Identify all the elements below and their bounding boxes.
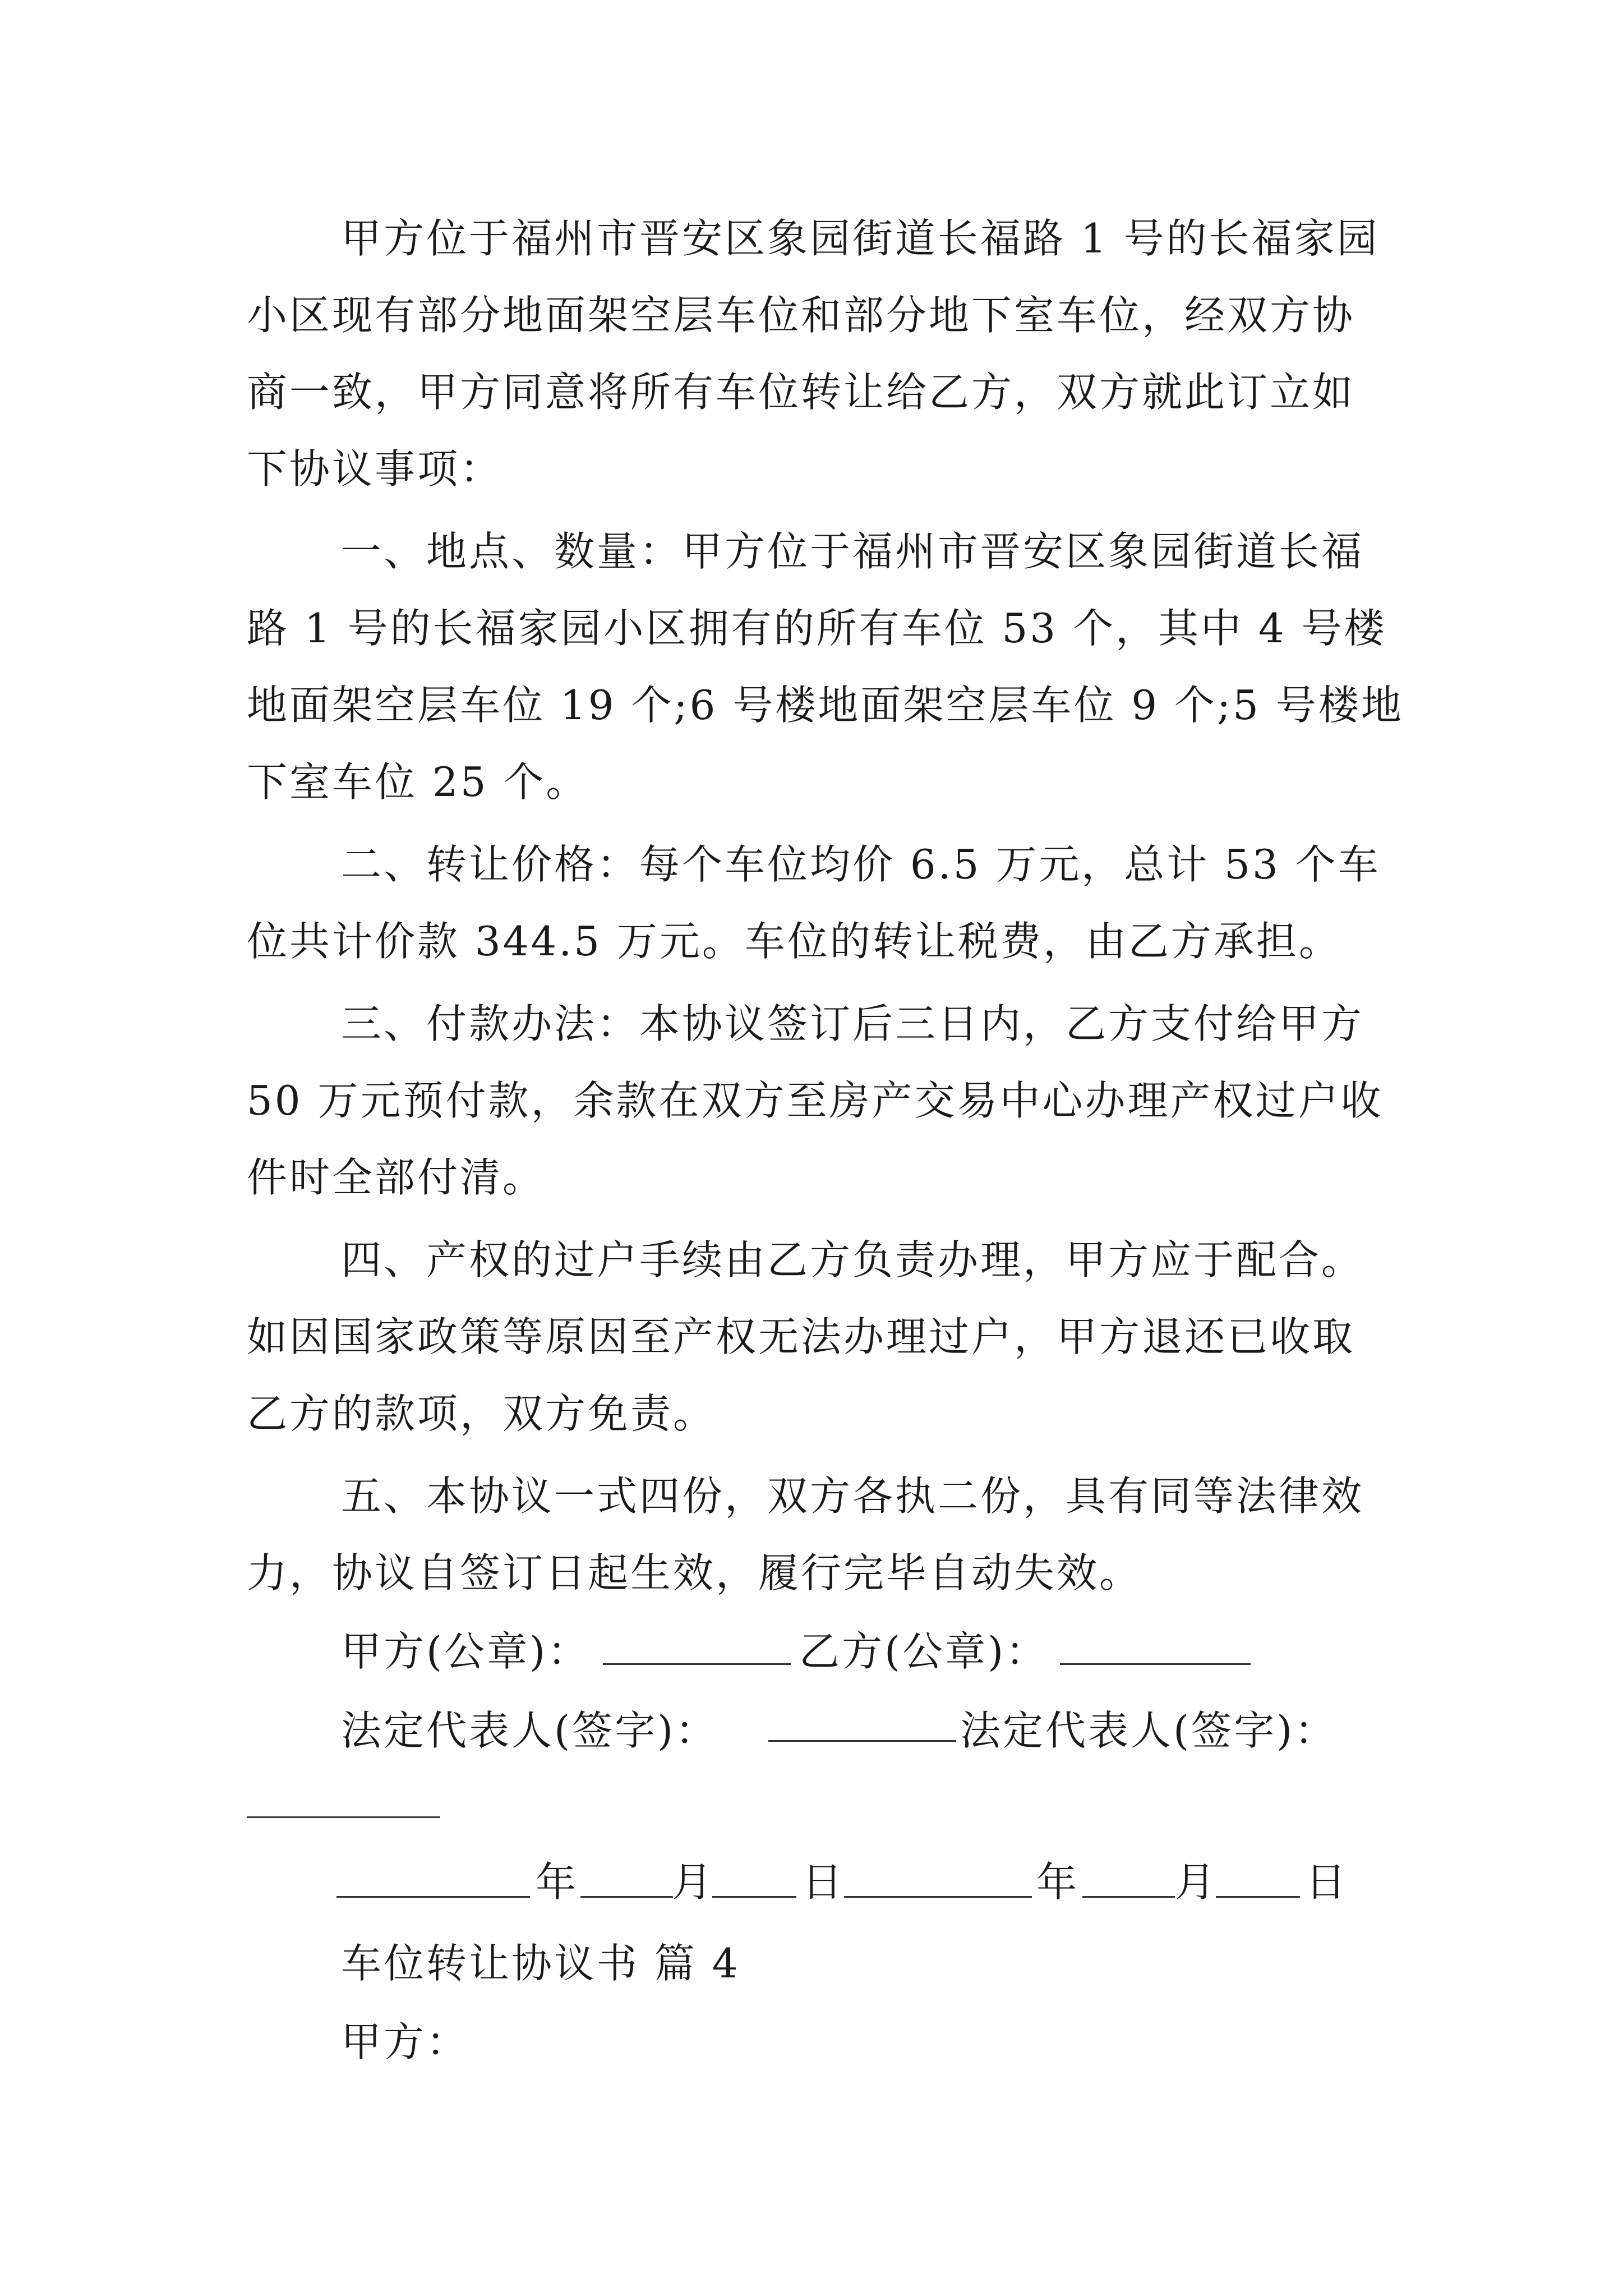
clause-2-line-2: 位共计价款 344.5 万元。车位的转让税费，由乙方承担。: [247, 918, 1341, 965]
clause-5-line-2: 力，协议自签订日起生效，履行完毕自动失效。: [247, 1549, 1142, 1596]
rep-b-blank: [247, 1816, 440, 1818]
next-section-title: 车位转让协议书 篇 4: [341, 1940, 740, 1987]
paragraph-intro-line-3: 商一致，甲方同意将所有车位转让给乙方，双方就此订立如: [247, 369, 1355, 416]
date-a-year-blank: [336, 1896, 530, 1898]
clause-4-line-1: 四、产权的过户手续由乙方负责办理，甲方应于配合。: [341, 1236, 1364, 1283]
party-a-seal-blank: [603, 1663, 791, 1665]
clause-1-line-1: 一、地点、数量：甲方位于福州市晋安区象园街道长福: [341, 528, 1364, 575]
date-b-year-blank: [844, 1896, 1032, 1898]
rep-a-blank: [768, 1740, 956, 1742]
date-a-month-label: 月: [672, 1858, 715, 1906]
date-a-day-blank: [712, 1896, 796, 1898]
clause-3-line-2: 50 万元预付款，余款在双方至房产交易中心办理产权过户收: [247, 1077, 1384, 1124]
clause-3-line-1: 三、付款办法：本协议签订后三日内，乙方支付给甲方: [341, 1000, 1364, 1047]
party-b-seal-blank: [1060, 1663, 1251, 1665]
paragraph-intro-line-2: 小区现有部分地面架空层车位和部分地下室车位，经双方协: [247, 292, 1355, 339]
clause-4-line-2: 如因国家政策等原因至产权无法办理过户，甲方退还已收取: [247, 1313, 1355, 1360]
paragraph-intro-line-4: 下协议事项：: [247, 445, 503, 493]
next-party-a-label: 甲方：: [341, 2018, 469, 2065]
clause-5-line-1: 五、本协议一式四份，双方各执二份，具有同等法律效: [341, 1473, 1364, 1520]
party-a-seal-label: 甲方(公章)：: [341, 1628, 591, 1675]
clause-1-line-3: 地面架空层车位 19 个;6 号楼地面架空层车位 9 个;5 号楼地: [247, 682, 1404, 729]
date-b-day-blank: [1216, 1896, 1300, 1898]
date-b-year-label: 年: [1036, 1858, 1080, 1906]
clause-1-line-4: 下室车位 25 个。: [247, 758, 589, 806]
date-b-day-label: 日: [1306, 1858, 1349, 1906]
paragraph-intro-line-1: 甲方位于福州市晋安区象园街道长福路 1 号的长福家园: [341, 215, 1380, 262]
date-a-month-blank: [580, 1896, 673, 1898]
party-b-seal-label: 乙方(公章)：: [799, 1628, 1049, 1675]
date-a-year-label: 年: [536, 1858, 579, 1906]
rep-b-label: 法定代表人(签字)：: [960, 1707, 1338, 1754]
clause-2-line-1: 二、转让价格：每个车位均价 6.5 万元，总计 53 个车: [341, 841, 1381, 888]
rep-a-label: 法定代表人(签字)：: [341, 1707, 718, 1754]
clause-1-line-2: 路 1 号的长福家园小区拥有的所有车位 53 个，其中 4 号楼: [247, 605, 1387, 652]
date-b-month-blank: [1082, 1896, 1175, 1898]
date-a-day-label: 日: [802, 1858, 845, 1906]
date-b-month-label: 月: [1175, 1858, 1218, 1906]
clause-4-line-3: 乙方的款项，双方免责。: [247, 1390, 716, 1437]
clause-3-line-3: 件时全部付清。: [247, 1154, 546, 1201]
